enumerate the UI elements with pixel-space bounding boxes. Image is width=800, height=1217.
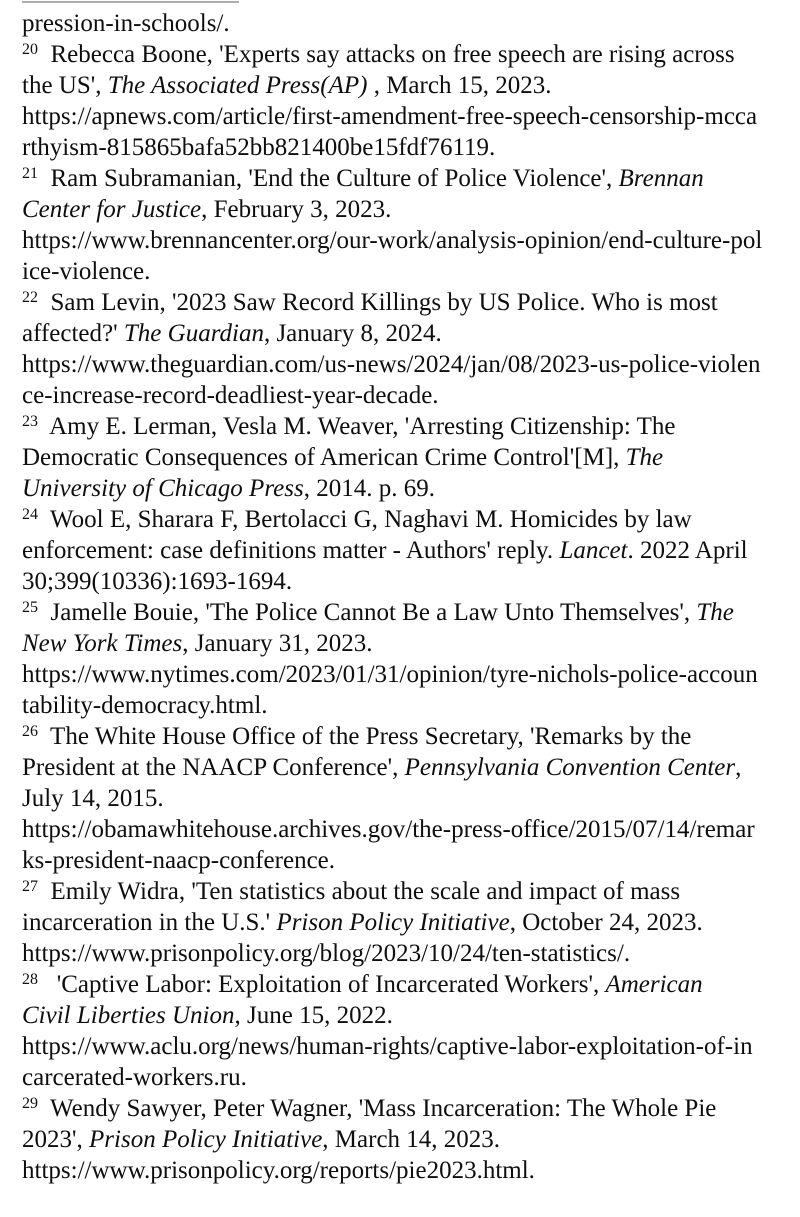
text-segment: tability-democracy.html. [22,692,268,719]
footnote-line [22,473,790,504]
text-segment: Emily Widra, 'Ten statistics about the scale and impact of mass [38,878,681,905]
footnote-line [22,1031,790,1062]
footnote-line [22,1155,790,1186]
footnote-line [22,39,790,70]
footnote-line [22,411,790,442]
italic-text-segment: Pennsylvania Convention Center [404,754,736,781]
text-segment: 2023', [22,1126,90,1153]
text-segment: pression-in-schools/. [22,10,230,37]
footnote-line [22,225,790,256]
text-segment: ice-violence. [22,258,151,285]
footnote-line [22,318,790,349]
italic-text-segment: Brennan [618,165,704,192]
text-segment: carcerated-workers.ru. [22,1064,247,1091]
text-segment: incarceration in the U.S.' [22,909,277,936]
italic-text-segment: The [625,444,664,471]
footnote-line [22,814,790,845]
footnote-line [22,504,790,535]
footnote-line [22,442,790,473]
text-segment: rthyism-815865bafa52bb821400be15fdf76119. [22,134,496,161]
text-segment: https://apnews.com/article/first-amendment-free-speech-censorship-mcca [22,103,758,130]
footnote-number: 23 [22,413,38,430]
italic-text-segment: The Guardian [123,320,264,347]
text-segment: Democratic Consequences of American Crime Control'[M], [22,444,626,471]
text-segment: , February 3, 2023. [201,196,392,223]
text-segment: affected?' [22,320,124,347]
italic-text-segment: The [696,599,734,626]
footnote-number: 27 [22,878,38,895]
footnote-line [22,845,790,876]
text-segment: , 2014. p. 69. [303,475,435,502]
footnote-number: 22 [22,289,38,306]
text-segment: , January 31, 2023. [182,630,373,657]
text-segment: https://obamawhitehouse.archives.gov/the-press-office/2015/07/14/remar [22,816,755,843]
footnote-line [22,380,790,411]
text-segment: Ram Subramanian, 'End the Culture of Police Violence', [38,165,619,192]
text-segment: https://www.theguardian.com/us-news/2024/jan/08/2023-us-police-violen [22,351,761,378]
italic-text-segment: Prison Policy Initiative [89,1126,323,1153]
text-segment: , March 15, 2023. [367,72,552,99]
footnote-number: 21 [22,165,38,182]
footnote-line [22,969,790,1000]
italic-text-segment: Prison Policy Initiative [276,909,510,936]
italic-text-segment: University of Chicago Press [22,475,304,502]
footnote-line [22,8,790,39]
footnote-line [22,132,790,163]
text-segment: Jamelle Bouie, 'The Police Cannot Be a Law Unto Themselves', [38,599,697,626]
footnote-line [22,783,790,814]
footnote-line [22,70,790,101]
text-segment: https://www.prisonpolicy.org/blog/2023/10/24/ten-statistics/. [22,940,631,967]
text-segment: July 14, 2015. [22,785,164,812]
footnote-line [22,256,790,287]
footnote-line [22,1093,790,1124]
footnote-line [22,597,790,628]
footnote-number: 28 [22,971,38,988]
text-segment: https://www.prisonpolicy.org/reports/pie2023.html. [22,1157,535,1184]
text-segment: the US', [22,72,108,99]
text-segment: 'Captive Labor: Exploitation of Incarcerated Workers', [38,971,606,998]
footnote-number: 25 [22,599,38,616]
text-segment: enforcement: case definitions matter - Authors' reply. [22,537,560,564]
footnote-line [22,628,790,659]
footnote-line [22,876,790,907]
text-segment: ks-president-naacp-conference. [22,847,336,874]
text-segment: , January 8, 2024. [263,320,442,347]
footnote-line [22,287,790,318]
text-segment: 30;399(10336):1693-1694. [22,568,293,595]
text-segment: , [735,754,742,781]
footnote-line [22,1000,790,1031]
footnote-line [22,752,790,783]
footnote-line [22,721,790,752]
text-segment: President at the NAACP Conference', [22,754,405,781]
text-segment: ce-increase-record-deadliest-year-decade. [22,382,439,409]
footnote-line [22,535,790,566]
text-segment: Amy E. Lerman, Vesla M. Weaver, 'Arresting Citizenship: The [38,413,676,440]
text-segment: https://www.aclu.org/news/human-rights/captive-labor-exploitation-of-in [22,1033,753,1060]
italic-text-segment: Lancet [559,537,628,564]
text-segment: Rebecca Boone, 'Experts say attacks on free speech are rising across [38,41,735,68]
text-segment: Sam Levin, '2023 Saw Record Killings by US Police. Who is most [38,289,718,316]
footnote-line [22,690,790,721]
footnote-line [22,1062,790,1093]
text-segment: https://www.nytimes.com/2023/01/31/opinion/tyre-nichols-police-accoun [22,661,758,688]
italic-text-segment: New York Times [22,630,183,657]
footnote-line [22,938,790,969]
italic-text-segment: Civil Liberties Union [22,1002,235,1029]
footnote-line [22,349,790,380]
clipped-previous-line-remnant [22,1,239,3]
text-segment: https://www.brennancenter.org/our-work/analysis-opinion/end-culture-pol [22,227,763,254]
italic-text-segment: Center for Justice [22,196,202,223]
italic-text-segment: The Associated Press(AP) [107,72,368,99]
footnote-line [22,907,790,938]
footnote-line [22,194,790,225]
text-segment: Wendy Sawyer, Peter Wagner, 'Mass Incarceration: The Whole Pie [38,1095,717,1122]
footnote-line [22,566,790,597]
footnote-line [22,101,790,132]
footnote-line [22,1124,790,1155]
text-segment: , March 14, 2023. [322,1126,501,1153]
italic-text-segment: American [605,971,703,998]
footnote-line [22,659,790,690]
text-segment: The White House Office of the Press Secretary, 'Remarks by the [38,723,692,750]
footnote-number: 26 [22,723,38,740]
footnote-number: 29 [22,1095,38,1112]
text-segment: Wool E, Sharara F, Bertolacci G, Naghavi M. Homicides by law [38,506,692,533]
text-segment: , October 24, 2023. [509,909,703,936]
footnote-line [22,163,790,194]
footnote-number: 20 [22,41,38,58]
footnote-number: 24 [22,506,38,523]
text-segment: . 2022 April [627,537,748,564]
footnotes-text-block [22,8,790,1186]
text-segment: , June 15, 2022. [234,1002,393,1029]
